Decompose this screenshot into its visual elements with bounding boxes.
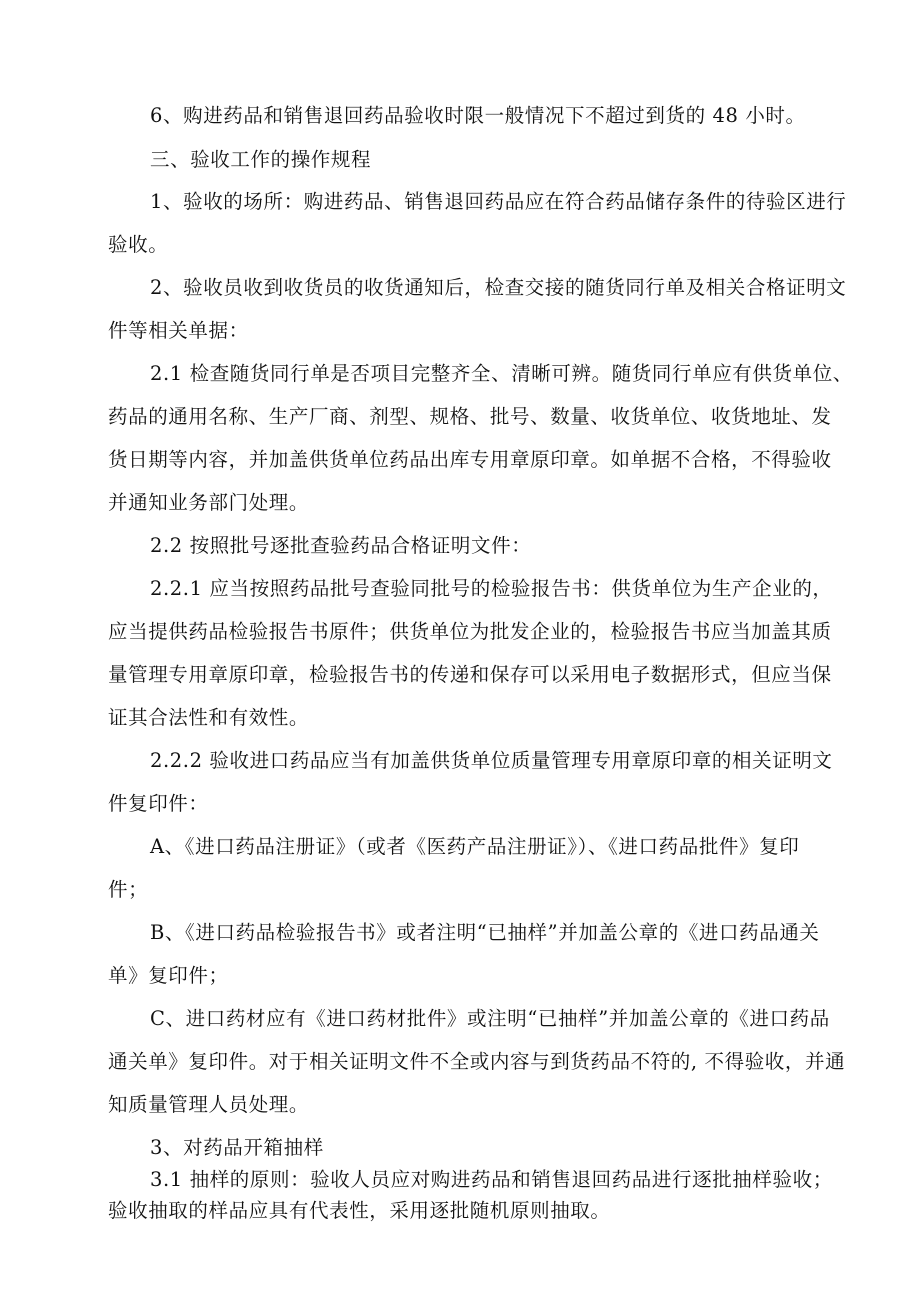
- paragraph-line: B、《进口药品检验报告书》或者注明“已抽样”并加盖公章的《进口药品通关: [150, 921, 820, 944]
- paragraph-line: 件等相关单据：: [108, 319, 249, 342]
- paragraph-line: 1、验收的场所：购进药品、销售退回药品应在符合药品储存条件的待验区进行: [150, 190, 847, 213]
- paragraph-line: 件复印件：: [108, 792, 209, 815]
- paragraph-line: 2.2 按照批号逐批查验药品合格证明文件：: [150, 534, 532, 557]
- paragraph-line: 2.1 检查随货同行单是否项目完整齐全、清晰可辨。随货同行单应有供货单位、: [150, 362, 853, 385]
- paragraph-line: 货日期等内容，并加盖供货单位药品出库专用章原印章。如单据不合格，不得验收: [108, 448, 832, 471]
- paragraph-line: C、进口药材应有《进口药材批件》或注明“已抽样”并加盖公章的《进口药品: [150, 1007, 830, 1030]
- section-heading: 三、验收工作的操作规程: [150, 148, 372, 171]
- paragraph-line: 单》复印件；: [108, 964, 229, 987]
- paragraph-line: 2.2.1 应当按照药品批号查验同批号的检验报告书：供货单位为生产企业的，: [150, 577, 833, 600]
- paragraph-line: 并通知业务部门处理。: [108, 491, 310, 514]
- paragraph-line: A、《进口药品注册证》（或者《医药产品注册证》）、《进口药品批件》复印: [150, 835, 800, 858]
- paragraph-line: 2、验收员收到收货员的收货通知后，检查交接的随货同行单及相关合格证明文: [150, 276, 847, 299]
- paragraph-line: 验收。: [108, 233, 169, 256]
- paragraph-line: 2.2.2 验收进口药品应当有加盖供货单位质量管理专用章原印章的相关证明文: [150, 749, 833, 772]
- paragraph-line: 验收抽取的样品应具有代表性，采用逐批随机原则抽取。: [108, 1199, 611, 1222]
- paragraph-line: 6、购进药品和销售退回药品验收时限一般情况下不超过到货的 48 小时。: [150, 104, 806, 127]
- section-heading: 3、对药品开箱抽样: [150, 1136, 324, 1159]
- paragraph-line: 知质量管理人员处理。: [108, 1093, 310, 1116]
- paragraph-line: 药品的通用名称、生产厂商、剂型、规格、批号、数量、收货单位、收货地址、发: [108, 405, 832, 428]
- paragraph-line: 件；: [108, 878, 149, 901]
- paragraph-line: 应当提供药品检验报告书原件；供货单位为批发企业的，检验报告书应当加盖其质: [108, 620, 832, 643]
- paragraph-line: 通关单》复印件。对于相关证明文件不全或内容与到货药品不符的, 不得验收，并通: [108, 1050, 846, 1073]
- paragraph-line: 量管理专用章原印章，检验报告书的传递和保存可以采用电子数据形式，但应当保: [108, 663, 832, 686]
- paragraph-line: 3.1 抽样的原则：验收人员应对购进药品和销售退回药品进行逐批抽样验收；: [150, 1168, 833, 1191]
- paragraph-line: 证其合法性和有效性。: [108, 706, 310, 729]
